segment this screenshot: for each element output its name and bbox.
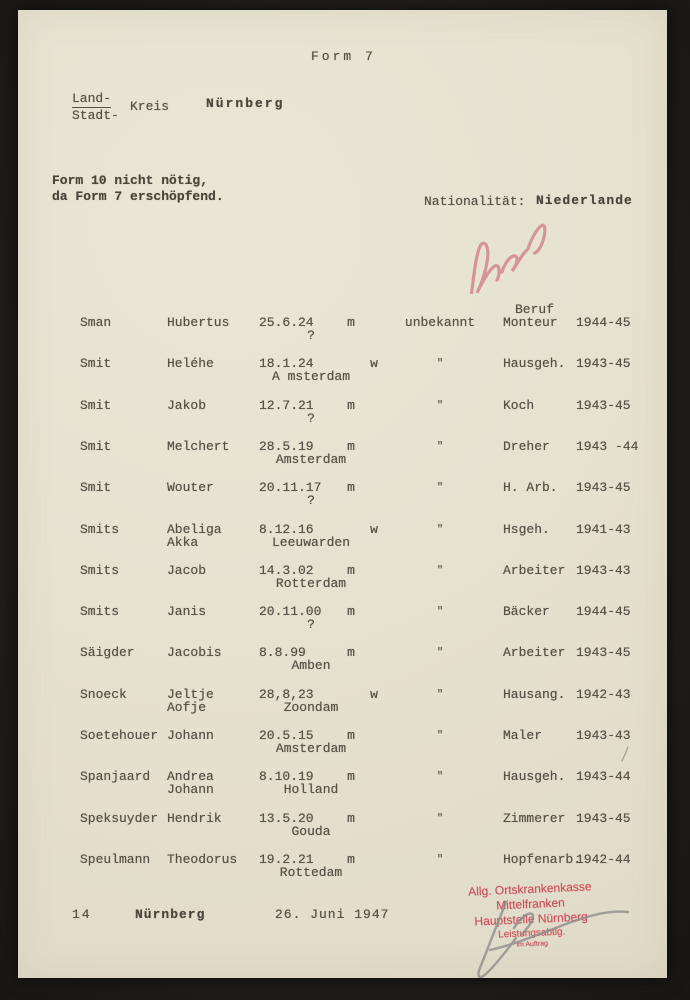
firstname-line1: Janis: [167, 604, 207, 620]
birth-place: ?: [307, 617, 315, 633]
table-row: [18, 481, 667, 522]
occupation-cell: Monteur: [503, 315, 558, 330]
surname-cell: Snoeck: [80, 686, 127, 702]
nationality-label: Nationalität:: [424, 194, 526, 209]
years-cell: 1944-45: [576, 604, 631, 620]
firstname-line1: Melchert: [167, 438, 230, 454]
gender-cell: m: [347, 728, 355, 743]
red-handwriting-mark: [448, 222, 578, 294]
years-cell: 1941-43: [576, 521, 631, 537]
gender-cell: m: [347, 438, 355, 454]
firstname-line1: Theodorus: [167, 851, 238, 867]
gender-cell: m: [347, 397, 355, 413]
land-label: Land-: [72, 91, 112, 106]
beruf-column-header: Beruf: [515, 302, 555, 317]
gender-cell: m: [347, 645, 355, 661]
birth-place: ?: [307, 328, 315, 343]
status-cell: ": [436, 358, 444, 371]
kreis-value: Nürnberg: [206, 96, 285, 111]
occupation-cell: Arbeiter: [503, 562, 566, 578]
firstname-line1: Jacob: [167, 562, 207, 578]
birth-date: 18.1.24: [259, 356, 314, 372]
firstname-line2: Johann: [167, 782, 214, 798]
note-line-2: da Form 7 erschöpfend.: [52, 189, 224, 204]
years-cell: 1944-45: [576, 315, 631, 330]
surname-cell: Speksuyder: [80, 810, 159, 826]
firstname-line1: Hendrik: [167, 810, 222, 826]
form-title: Form 7: [311, 49, 376, 64]
kreis-label: Kreis: [130, 99, 170, 114]
firstname-line1: Wouter: [167, 480, 214, 496]
table-row: [18, 357, 667, 398]
birth-date: 14.3.02: [259, 562, 314, 578]
stamp-line-1: Allg. Ortskrankenkasse: [467, 879, 592, 899]
firstname-line1: Jakob: [167, 397, 207, 413]
table-row: [18, 523, 667, 564]
table-row: [18, 646, 667, 687]
birth-date: 20.11.00: [259, 604, 322, 620]
birth-date: 8.8.99: [259, 645, 306, 661]
occupation-cell: Hausang.: [503, 686, 566, 702]
birth-date: 28,8,23: [259, 686, 314, 702]
birth-place: Amsterdam: [275, 451, 347, 467]
birth-place: Leeuwarden: [271, 534, 350, 550]
stamp-line-3: Hauptstelle Nürnberg: [474, 909, 589, 929]
firstname-line1: Hubertus: [167, 315, 230, 330]
firstname-line1: Jeltje: [167, 686, 214, 702]
firstname-line1: Andrea: [167, 769, 214, 785]
birth-place: Rotterdam: [275, 575, 347, 591]
table-row: [18, 688, 667, 729]
occupation-cell: Arbeiter: [503, 645, 566, 661]
surname-cell: Smits: [80, 604, 120, 620]
birth-date: 20.5.15: [259, 728, 314, 743]
birth-date: 12.7.21: [259, 397, 314, 413]
years-cell: 1943-45: [576, 810, 631, 826]
gender-cell: m: [347, 604, 355, 620]
status-cell: ": [436, 853, 444, 866]
years-cell: 1943-45: [576, 645, 631, 661]
occupation-cell: Hausgeh.: [503, 769, 566, 785]
birth-date: 25.6.24: [259, 315, 314, 330]
birth-place: Amsterdam: [275, 741, 347, 756]
birth-date: 28.5.19: [259, 438, 314, 454]
pencil-signature: [470, 888, 640, 988]
stamp-line-4: Leistungsabtlg.: [497, 926, 566, 941]
surname-cell: Soetehouer: [80, 728, 159, 743]
stadt-label: Stadt-: [72, 108, 119, 123]
footer-city: Nürnberg: [135, 907, 206, 922]
note-line-1: Form 10 nicht nötig,: [52, 173, 209, 188]
gender-cell: m: [347, 851, 355, 867]
years-cell: 1943-43: [576, 728, 631, 743]
footer-count: 14: [72, 907, 92, 922]
status-cell: ": [436, 730, 444, 742]
status-cell: ": [436, 482, 444, 495]
birth-place: Rottedam: [279, 864, 343, 880]
surname-cell: Speulmann: [80, 851, 151, 867]
firstname-line1: Abeliga: [167, 521, 222, 537]
gender-cell: m: [347, 315, 355, 330]
status-cell: ": [436, 647, 444, 660]
birth-date: 20.11.17: [259, 480, 322, 496]
occupation-cell: Maler: [503, 728, 543, 743]
surname-cell: Säigder: [80, 645, 135, 661]
status-cell: ": [436, 399, 444, 412]
years-cell: 1943-45: [576, 356, 631, 372]
birth-date: 19.2.21: [259, 851, 314, 867]
surname-cell: Spanjaard: [80, 769, 151, 785]
surname-cell: Smit: [80, 480, 112, 496]
nationality-value: Niederlande: [536, 193, 633, 208]
surname-cell: Smit: [80, 356, 112, 372]
surname-cell: Smits: [80, 562, 120, 578]
years-cell: 1943-43: [576, 562, 631, 578]
status-cell: ": [436, 564, 444, 577]
surname-cell: Smit: [80, 438, 112, 454]
stamp-line-2: Mittelfranken: [495, 895, 566, 913]
status-cell: ": [436, 812, 444, 825]
gender-cell: m: [347, 562, 355, 578]
status-cell: ": [436, 606, 444, 619]
table-row: [18, 770, 667, 811]
birth-place: A msterdam: [271, 369, 350, 385]
firstname-line1: Jacobis: [167, 645, 222, 661]
years-cell: 1943 -44: [576, 438, 639, 454]
years-cell: 1942-44: [576, 851, 631, 867]
occupation-cell: Hopfenarb.: [503, 851, 582, 867]
occupation-cell: Hausgeh.: [503, 356, 566, 372]
status-cell: unbekannt: [404, 315, 476, 330]
table-row: [18, 605, 667, 646]
stamp-line-5: im Auftrag: [516, 940, 549, 949]
pencil-tick-mark: [618, 745, 632, 763]
gender-cell: m: [347, 480, 355, 496]
surname-cell: Smits: [80, 521, 120, 537]
occupation-cell: H. Arb.: [503, 480, 558, 496]
table-row: [18, 399, 667, 440]
birth-place: Holland: [283, 782, 339, 798]
status-cell: ": [436, 523, 444, 536]
surname-cell: Smit: [80, 397, 112, 413]
table-row: [18, 316, 667, 357]
years-cell: 1942-43: [576, 686, 631, 702]
birth-date: 8.12.16: [259, 521, 314, 537]
birth-place: ?: [307, 410, 315, 426]
gender-cell: w: [370, 521, 378, 537]
document-page: [18, 10, 667, 978]
birth-place: Zoondam: [283, 699, 339, 715]
status-cell: ": [436, 688, 444, 701]
gender-cell: w: [370, 356, 378, 372]
gender-cell: m: [347, 810, 355, 826]
birth-place: Gouda: [291, 823, 331, 839]
occupation-cell: Bäcker: [503, 604, 550, 620]
status-cell: ": [436, 440, 444, 453]
years-cell: 1943-45: [576, 397, 631, 413]
table-row: [18, 440, 667, 481]
status-cell: ": [436, 771, 444, 784]
gender-cell: w: [370, 686, 378, 702]
surname-cell: Sman: [80, 315, 112, 330]
birth-date: 13.5.20: [259, 810, 314, 826]
gender-cell: m: [347, 769, 355, 785]
table-row: [18, 564, 667, 605]
occupation-cell: Koch: [503, 397, 535, 413]
firstname-line1: Heléhe: [167, 356, 214, 372]
firstname-line2: Aofje: [167, 699, 207, 715]
occupation-cell: Dreher: [503, 438, 550, 454]
firstname-line2: Akka: [167, 534, 199, 550]
years-cell: 1943-44: [576, 769, 631, 785]
table-row: [18, 729, 667, 770]
birth-place: ?: [307, 493, 315, 509]
years-cell: 1943-45: [576, 480, 631, 496]
table-row: [18, 812, 667, 853]
firstname-line1: Johann: [167, 728, 214, 743]
birth-date: 8.10.19: [259, 769, 314, 785]
occupation-cell: Zimmerer: [503, 810, 566, 826]
footer-date: 26. Juni 1947: [275, 907, 390, 922]
birth-place: Amben: [291, 658, 331, 674]
occupation-cell: Hsgeh.: [503, 521, 550, 537]
